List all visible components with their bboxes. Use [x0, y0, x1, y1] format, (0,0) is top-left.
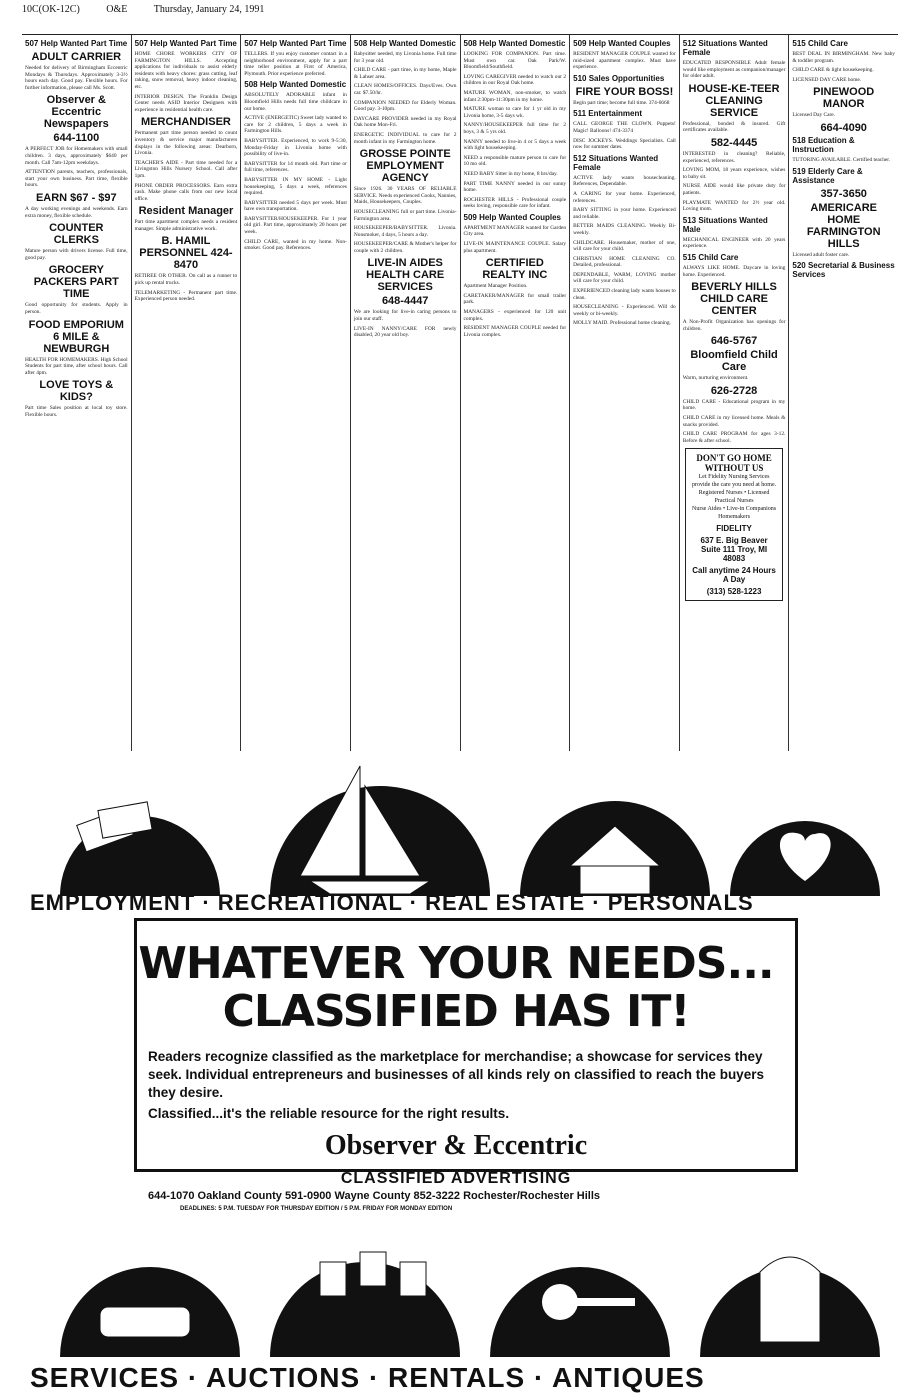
ad-text: INTERIOR DESIGN. The Franklin Design Center needs ASID Interior Designers with experience in residential health care. [134, 93, 238, 113]
fidelity-ad-line: Registered Nurses • Licensed Practical Nurses [698, 490, 770, 505]
ad-text: Professional, bonded & insured. Gift certificates available. [682, 120, 786, 134]
section-heading: 509 Help Wanted Couples [573, 39, 671, 48]
ad-headline: LOVE TOYS & KIDS? [39, 379, 114, 404]
ad-text: DISC JOCKEYS. Weddings Specialists. Call now for summer dates. [573, 137, 676, 151]
ad-text: NEED BABY Sitter in my home, 8 hrs/day. [463, 170, 558, 177]
ad-text: DEPENDABLE, WARM, LOVING mother will care for your child. [573, 271, 676, 285]
ad-text: LIVE-IN MAINTENANCE COUPLE. Salary plus apartment. [463, 241, 567, 254]
ad-headline: Observer & Eccentric Newspapers [43, 94, 109, 131]
section-heading: 507 Help Wanted Part Time [134, 39, 237, 48]
ad-text: Warm, nurturing environment. [682, 375, 749, 382]
ad-text: ACTIVE (ENERGETIC) Sweet lady wanted to care for 2 children, 5 days a week in Farmington Hills. [244, 115, 347, 135]
ad-headline: Bloomfield Child Care [690, 349, 778, 374]
ad-text: CHILD CARE - Educational program in my home. [682, 398, 786, 412]
section-heading: 507 Help Wanted Part Time [25, 39, 128, 48]
ad-text: TELEMARKETING - Permanent part time. Experienced person needed. [134, 289, 238, 303]
ad-text: Licensed Day Care. [792, 112, 836, 119]
ad-text: MANAGERS - experienced for 120 unit complex. [463, 309, 567, 322]
fidelity-ad-brand: FIDELITY [716, 524, 752, 534]
ad-text: TUTORING AVAILABLE. Certified teacher. [792, 156, 891, 163]
ad-text: NANNY/HOUSEKEEPER full time for 2 boys, 3 & 5 yrs old. [463, 122, 567, 135]
headline-line-1: WHATEVER YOUR NEEDS... [138, 938, 774, 989]
classified-column [680, 35, 790, 751]
ad-headline: FOOD EMPORIUM 6 MILE & NEWBURGH [28, 318, 124, 355]
ad-text: HOME CHORE WORKERS CITY OF FARMINGTON HILLS. Accepting applications for individuals to assist elderly residents with heavy chores: grass cutting, leaf raking, snow removal, heavy indoor cleaning, etc. [134, 51, 238, 90]
ad-text: LICENSED DAY CARE home. [792, 76, 862, 83]
ad-text: NANNY needed to live-in 4 or 5 days a week with light housekeeping. [463, 138, 567, 152]
ad-text: A CARING for your home. Experienced, references. [573, 190, 676, 204]
fidelity-ad-line: Homemakers [718, 514, 751, 521]
classified-column [241, 35, 351, 751]
section-heading: 520 Secretarial & Business Services [792, 261, 895, 280]
ad-text: HOUSEKEEPER/CARE & Mother's helper for couple with 2 children. [353, 241, 457, 254]
ad-text: Good opportunity for students. Apply in person. [25, 302, 128, 315]
banner-bottom: SERVICES · AUCTIONS · RENTALS · ANTIQUES [30, 1362, 705, 1393]
section-heading: 507 Help Wanted Part Time [244, 39, 347, 48]
ad-text: CHILD CARE - part time, in my home, Maple & Lahser area. [353, 67, 457, 80]
phone-numbers: 644-1070 Oakland County 591-0900 Wayne County 852-3222 Rochester/Rochester Hills [148, 1190, 601, 1202]
ad-text: Apartment Manager Position. [463, 283, 528, 290]
ad-headline: COUNTER CLERKS [49, 222, 104, 247]
promo-headline [0, 940, 912, 1036]
classified-column [132, 35, 242, 751]
ad-headline: LIVE-IN AIDES HEALTH CARE SERVICES [366, 257, 445, 294]
promo-tagline: Classified...it's the reliable resource for the right results. [148, 1106, 510, 1121]
ad-text: NEED a responsible mature person to care for 10 mo old. [463, 154, 567, 168]
section-heading: 508 Help Wanted Domestic [463, 39, 566, 48]
ad-text: CHILDCARE. Housemaker, mother of one, will care for your child. [573, 239, 676, 253]
ad-text: A PERFECT JOB for Homemakers with small children. 3 days, approximately $640 per month. Call 7am-12pm weekdays. [25, 146, 128, 166]
ad-text: Licensed adult foster care. [792, 251, 850, 258]
fidelity-ad [685, 448, 784, 601]
ad-headline: 357-3650 [820, 187, 867, 200]
section-heading: 508 Help Wanted Domestic [353, 39, 456, 48]
deadlines: DEADLINES: 5 P.M. TUESDAY FOR THURSDAY EDITION / 5 P.M. FRIDAY FOR MONDAY EDITION [180, 1206, 453, 1212]
ad-text: BETTER MAIDS CLEANING. Weekly Bi-weekly. [573, 223, 676, 236]
ad-text: CHRISTIAN HOME CLEANING CO. Detailed, professional. [573, 255, 676, 269]
section-heading: 518 Education & Instruction [792, 135, 855, 154]
banner-top: EMPLOYMENT · RECREATIONAL · REAL ESTATE · PERSONALS [30, 890, 754, 915]
ad-text: LIVE-IN NANNY/CARE FOR newly disabled, 20 year old boy. [353, 325, 457, 339]
ad-text: COMPANION NEEDED for Elderly Woman. Good pay. 3-10pm. [353, 99, 457, 113]
section-heading: 513 Situations Wanted Male [682, 215, 768, 234]
ad-text: BABY SITTING in your home. Experienced and reliable. [573, 207, 676, 220]
promo-intro: Readers recognize classified as the marketplace for merchandise; a showcase for services they seek. Individual entrepreneurs and businesses of all kinds rely on classified to reach the buyers they desire. [148, 1049, 764, 1100]
ad-text: CHILD CARE, wanted in my home. Non-smoker. Good pay. References. [244, 238, 347, 252]
fidelity-ad-call: Call anytime 24 Hours A Day [692, 566, 776, 585]
section-heading: 509 Help Wanted Couples [463, 212, 561, 222]
ad-headline: MERCHANDISER [141, 116, 231, 129]
ad-headline: GROSSE POINTE EMPLOYMENT AGENCY [359, 148, 451, 185]
ad-text: ENERGETIC INDIVIDUAL to care for 2 month infant in my Farmington home. [353, 131, 457, 145]
classified-column [461, 35, 571, 751]
ad-headline: 582-4445 [710, 136, 758, 149]
ad-text: Babysitter needed, my Livonia home. Full time for 3 year old. [353, 51, 457, 64]
section-heading: 512 Situations Wanted Female [682, 39, 768, 57]
section-heading: 510 Sales Opportunities [573, 73, 665, 83]
section-name: O&E [106, 4, 128, 15]
classified-column [789, 35, 898, 751]
ad-headline: 664-4090 [820, 121, 867, 134]
fidelity-ad-title: DON'T GO HOME WITHOUT US [696, 453, 772, 474]
ad-text: CHILD CARE in my licensed home. Meals & snacks provided. [682, 415, 786, 428]
ad-text: PART TIME NANNY needed in our sunny home. [463, 180, 567, 194]
ad-text: NURSE AIDE would like private duty for patients. [682, 183, 786, 196]
ad-text: RESIDENT MANAGER COUPLE wanted for mid-sized apartment complex. Must have experience. [573, 51, 676, 71]
headline-line-2: CLASSIFIED HAS IT! [222, 986, 690, 1037]
ad-text: Mature person with drivers license. Full time, good pay. [25, 248, 128, 261]
ad-text: PLAYMATE WANTED for 2½ year old. Loving mom. [682, 199, 786, 213]
ad-text: APARTMENT MANAGER wanted for Garden City area. [463, 224, 567, 238]
key-illustration [490, 1267, 670, 1357]
fidelity-ad-line: Let Fidelity Nursing Services provide the care you need at home. [691, 474, 777, 489]
section-heading: 511 Entertainment [573, 109, 643, 119]
ad-headline: Resident Manager [138, 205, 234, 218]
ad-text: Part time apartment complex needs a resident manager. Simple administrative work. [134, 219, 238, 232]
ad-text: ALWAYS LIKE HOME. Daycare in loving home. Experienced. [682, 264, 786, 278]
ad-text: HOUSECLEANING full or part time. Livonia-Farmington area. [353, 208, 457, 222]
ad-text: Begin part time; become full time. 374-6668 [573, 99, 670, 106]
ad-text: INTERESTED in cleaning? Reliable, experienced, references. [682, 150, 786, 164]
ad-headline: FIRE YOUR BOSS! [575, 85, 674, 98]
ad-headline: BEVERLY HILLS CHILD CARE CENTER [691, 281, 777, 318]
ad-text: Needed for delivery of Birmingham Eccentric Mondays & Thursdays. Approximately 3-3½ hours each day. Good pay. Flexible hours. For further information, please call Ms. Scott. [25, 65, 128, 91]
ad-headline: B. HAMIL PERSONNEL 424-8470 [139, 235, 233, 272]
ad-text: CLEAN HOMES/OFFICES. Days/Eves. Own car. $7.50/hr. [353, 83, 457, 96]
ad-headline: HOUSE-KE-TEER CLEANING SERVICE [688, 82, 780, 119]
ad-text: RETIREE OR OTHER. On call as a runner to pick up rental trucks. [134, 273, 238, 287]
ad-text: MATURE woman to care for 1 yr old in my Livonia home, 3-5 days wk. [463, 106, 567, 119]
ad-text: RESIDENT MANAGER COUPLE needed for Livonia complex. [463, 325, 567, 338]
ad-text: HOUSECLEANING - Experienced. Will do weekly or bi-weekly. [573, 304, 676, 317]
ad-text: MOLLY MAID. Professional home cleaning. [573, 320, 671, 327]
ad-text: BABYSITTER for 14 month old. Part time or full time, references. [244, 160, 347, 174]
ad-headline: PINEWOOD MANOR [813, 86, 875, 111]
ad-text: ROCHESTER HILLS - Professional couple seeks loving, responsible care for infant. [463, 196, 567, 210]
ad-text: CHILD CARE & light housekeeping. [792, 67, 874, 74]
ad-text: BABYSITTER needed 5 days per week. Must have own transportation. [244, 199, 347, 213]
ad-text: MECHANICAL ENGINEER with 20 years experience. [682, 236, 786, 250]
ad-text: EXPERIENCED cleaning lady wants houses to clean. [573, 288, 676, 301]
ad-text: ATTENTION parents, teachers, professionals, start your own business. Part time, flexible hours. [25, 169, 128, 189]
section-heading: 515 Child Care [682, 252, 739, 262]
ad-headline: AMERICARE HOME FARMINGTON HILLS [806, 201, 881, 250]
classified-columns [22, 34, 898, 751]
ad-text: EDUCATED RESPONSIBLE Adult female would like employment as companion/manager for older adult. [682, 60, 786, 80]
fidelity-ad-line: Nurse Aides • Live-in Companions [692, 506, 777, 513]
page-header [22, 4, 896, 18]
ad-text: ACTIVE lady wants housecleaning. References, Dependable. [573, 174, 676, 188]
ad-text: CARETAKER/MANAGER for small trailer park. [463, 292, 567, 306]
page-code: 10C(OK-12C) [22, 4, 80, 15]
fidelity-ad-phone: (313) 528-1223 [706, 587, 762, 597]
ad-text: A day working evenings and weekends. Earn extra money, flexible schedule. [25, 205, 128, 219]
ad-text: BABYSITTER IN MY HOME - Light housekeeping, 5 days a week, references required. [244, 176, 347, 197]
ad-headline: ADULT CARRIER [31, 51, 122, 63]
ad-headline: 644-1100 [53, 132, 100, 145]
page-date: Thursday, January 24, 1991 [153, 4, 265, 15]
ad-headline: 648-4447 [381, 295, 429, 308]
ad-text: LOOKING FOR COMPANION. Part time. Must own car. Oak Park/W. Bloomfield/Southfield. [463, 51, 567, 71]
ad-headline: CERTIFIED REALTY INC [482, 257, 548, 282]
ad-headline: 646-5767 [710, 335, 758, 348]
illustration-strip-top [40, 756, 880, 904]
ad-text: Since 1926. 30 YEARS OF RELIABLE SERVICE. Needs experienced Cooks, Nannies, Maids, Housekeepers, Couples. [353, 186, 457, 206]
classified-column [22, 35, 132, 751]
ad-headline: GROCERY PACKERS PART TIME [33, 264, 119, 301]
fidelity-ad-address: 637 E. Big Beaver Suite 111 Troy, MI 48083 [700, 536, 768, 564]
ad-text: BABYSITTER. Experienced, to work 9-5:30, Monday-Friday in Livonia home with possibility of live-in. [244, 137, 347, 158]
ad-text: HOUSEKEEPER/BABYSITTER. Livonia. Nonsmoker, 4 days, 5 hours a day. [353, 225, 457, 238]
section-heading: 519 Elderly Care & Assistance [792, 166, 863, 185]
classified-advertising-label: CLASSIFIED ADVERTISING [340, 1170, 572, 1187]
ad-text: BABYSITTER/HOUSEKEEPER. For 1 year old girl. Part time, approximately 20 hours per week. [244, 215, 347, 236]
ad-text: CALL GEORGE THE CLOWN. Puppets! Magic! Balloons! 474-3374 [573, 121, 676, 134]
ad-text: LOVING CAREGIVER needed to watch our 2 children in our Royal Oak home. [463, 73, 567, 87]
ad-text: DAYCARE PROVIDER needed in my Royal Oak home Mon-Fri. [353, 115, 457, 129]
classified-column [351, 35, 461, 751]
ad-text: Part time Sales position at local toy store. Flexible hours. [25, 405, 128, 418]
ad-headline: 626-2728 [710, 384, 758, 397]
section-heading: 512 Situations Wanted Female [573, 153, 659, 172]
ad-headline: EARN $67 - $97 [35, 191, 117, 204]
ad-text: LOVING MOM, 18 years experience, wishes to baby sit. [682, 167, 786, 180]
ad-text: PHONE ORDER PROCESSORS. Earn extra cash. Make phone calls from our new local office. [134, 182, 238, 202]
ad-text: TELLERS. If you enjoy customer contact in a neighborhood environment, apply for a part time teller position at First of America, Plymouth. Prior experience preferred. [244, 51, 347, 77]
ad-text: A Non-Profit Organization has openings for children. [682, 319, 786, 332]
ad-text: ABSOLUTELY ADORABLE infant in Bloomfield Hills needs full time childcare in our home. [244, 92, 347, 112]
section-heading: 515 Child Care [792, 39, 848, 48]
ad-text: TEACHER'S AIDE - Part time needed for a Livingston Hills Nursery School. Call after 1pm. [134, 159, 238, 179]
ad-text: HEALTH FOR HOMEMAKERS. High School Students for part time, after school hours. Call after 4pm. [25, 356, 128, 376]
ad-text: MATURE WOMAN, non-smoker, to watch infant 2:30pm-11:30pm in my home. [463, 89, 567, 103]
ad-text: We are looking for live-in caring persons to join our staff. [353, 309, 457, 323]
classified-column [570, 35, 680, 751]
illustration-strip-bottom [40, 1222, 880, 1362]
newspaper-logo: Observer & Eccentric [324, 1130, 588, 1161]
section-heading: 508 Help Wanted Domestic [244, 80, 347, 90]
ad-text: BEST DEAL IN BIRMINGHAM. New baby & toddler program. [792, 51, 895, 64]
ad-text: CHILD CARE PROGRAM for ages 3-12. Before & after school. [682, 431, 786, 444]
ad-text: Permanent part time person needed to count inventory & service major manufacturers displays in the following areas: Dearborn, Livonia. [134, 130, 238, 157]
